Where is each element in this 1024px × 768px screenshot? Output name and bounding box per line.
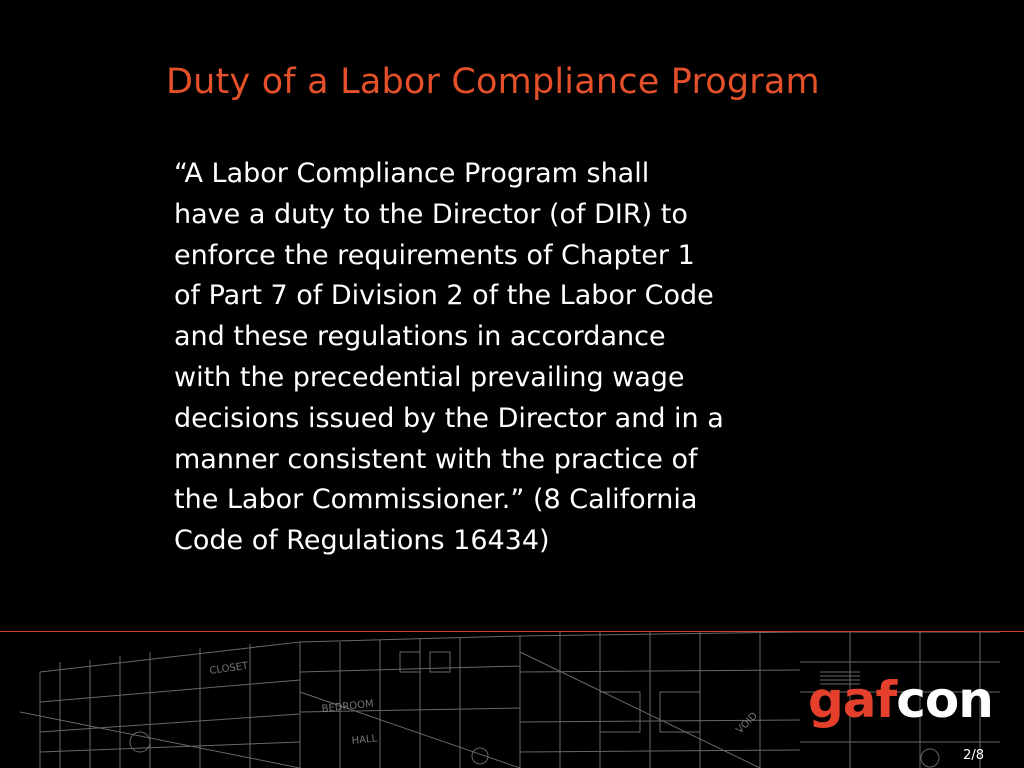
blueprint-label: HALL bbox=[351, 733, 378, 747]
gafcon-logo bbox=[808, 672, 993, 732]
quote-line: decisions issued by the Director and in a bbox=[174, 402, 724, 434]
quote-line: of Part 7 of Division 2 of the Labor Code bbox=[174, 280, 714, 312]
quote-line: with the precedential prevailing wage bbox=[174, 361, 685, 393]
quote-line: the Labor Commissioner.” (8 California bbox=[174, 484, 698, 516]
logo-con: con bbox=[896, 671, 993, 729]
quote-line: have a duty to the Director (of DIR) to bbox=[174, 198, 688, 230]
quote-line: enforce the requirements of Chapter 1 bbox=[174, 239, 695, 271]
quote-line: and these regulations in accordance bbox=[174, 321, 666, 353]
blueprint-label: CLOSET bbox=[208, 660, 249, 677]
logo-gaf: gaf bbox=[808, 671, 897, 729]
quote-line: “A Labor Compliance Program shall bbox=[174, 158, 650, 189]
quote-line: manner consistent with the practice of bbox=[174, 443, 698, 475]
slide-title: Duty of a Labor Compliance Program bbox=[166, 62, 820, 102]
quote-body bbox=[174, 154, 854, 562]
page-number: 2/8 bbox=[963, 748, 984, 763]
blueprint-label: BEDROOM bbox=[321, 698, 375, 715]
blueprint-label: VOID bbox=[734, 710, 760, 737]
quote-line: Code of Regulations 16434) bbox=[174, 525, 550, 557]
